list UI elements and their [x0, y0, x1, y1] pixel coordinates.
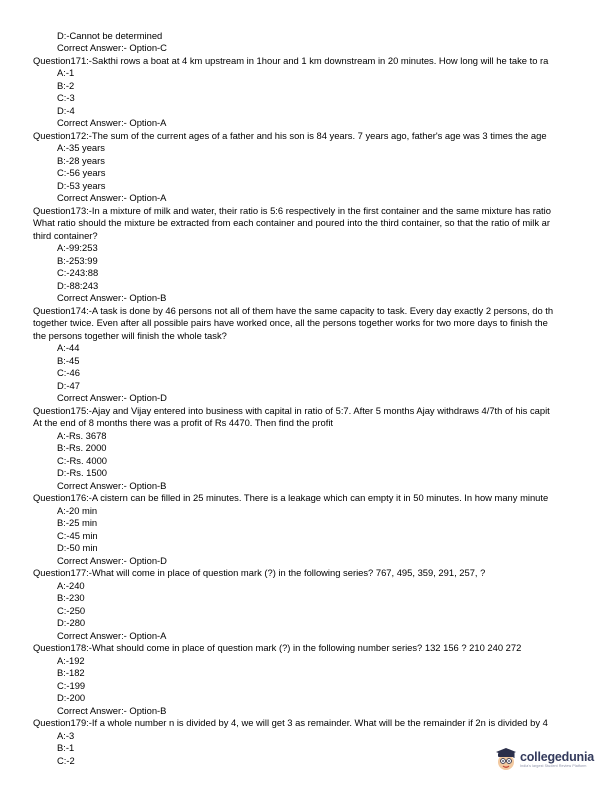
option-line: B:-28 years: [57, 154, 105, 166]
option-line: B:-25 min: [57, 517, 98, 528]
option-line: C:-243:88: [57, 267, 99, 278]
option-line: B:-45: [57, 354, 80, 366]
option-line: B:-Rs. 2000: [57, 442, 107, 453]
question-text-line: Question175:-Ajay and Vijay entered into business with capital in ratio of 5:7. After 5 months Ajay withdraws 4/7th of his capit: [33, 404, 550, 416]
correct-answer-line: Correct Answer:- Option-B: [57, 292, 167, 303]
option-line: A:-35 years: [57, 142, 105, 153]
question-text-line: Question177:-What will come in place of question mark (?) in the following series? 767, 495, 359, 291, 257, ?: [33, 567, 486, 578]
correct-answer-line: Correct Answer:- Option-A: [57, 629, 167, 641]
option-line: D:-Rs. 1500: [57, 467, 108, 478]
option-line: B:-230: [57, 592, 85, 603]
option-line: D:-53 years: [57, 179, 106, 191]
option-line: B:-253:99: [57, 254, 98, 266]
question-text-line: third container?: [33, 229, 98, 241]
question-text-line: Question174:-A task is done by 46 persons not all of them have the same capacity to task. Every day exactly 2 persons, do th: [33, 304, 554, 316]
option-line: D:-88:243: [57, 279, 99, 291]
graduate-mascot-icon: [495, 747, 517, 773]
question-text-line: Question171:-Sakthi rows a boat at 4 km upstream in 1hour and 1 km downstream in 20 minutes. How long will he take to ra: [33, 54, 549, 66]
correct-answer-line: Correct Answer:- Option-D: [57, 554, 167, 566]
option-line: C:-199: [57, 679, 86, 691]
option-line: C:-56 years: [57, 167, 106, 178]
option-line: D:-47: [57, 379, 80, 391]
question-text-line: Question179:-If a whole number n is divided by 4, we will get 3 as remainder. What will be the remainder if 2n is divided by 4: [33, 717, 548, 728]
option-line: A:-44: [57, 342, 80, 353]
option-line: D:-Cannot be determined: [57, 29, 163, 41]
correct-answer-line: Correct Answer:- Option-B: [57, 704, 167, 716]
correct-answer-line: Correct Answer:- Option-A: [57, 192, 167, 203]
question-text-line: At the end of 8 months there was a profit of Rs 4470. Then find the profit: [33, 417, 334, 428]
option-line: A:-Rs. 3678: [57, 429, 107, 441]
option-line: B:-182: [57, 667, 85, 678]
option-line: C:-Rs. 4000: [57, 454, 108, 466]
question-text-line: the persons together will finish the whole task?: [33, 329, 227, 341]
logo-brand-text: collegedunia: [520, 750, 595, 764]
option-line: D:-4: [57, 104, 75, 116]
option-line: C:-3: [57, 92, 75, 103]
correct-answer-line: Correct Answer:- Option-A: [57, 117, 167, 128]
option-line: C:-45 min: [57, 529, 98, 541]
correct-answer-line: Correct Answer:- Option-D: [57, 392, 167, 403]
option-line: A:-99:253: [57, 242, 98, 253]
option-line: C:-2: [57, 754, 75, 766]
question-text-line: Question172:-The sum of the current ages of a father and his son is 84 years. 7 years ago, father's age was 3 times the age: [33, 129, 547, 141]
option-line: D:-280: [57, 617, 86, 628]
logo-tagline: India's largest Student Review Platform: [520, 764, 587, 768]
option-line: D:-200: [57, 692, 86, 703]
option-line: A:-192: [57, 654, 85, 666]
option-line: A:-1: [57, 67, 75, 78]
option-line: A:-240: [57, 579, 85, 591]
option-line: C:-46: [57, 367, 80, 378]
option-line: B:-2: [57, 79, 75, 91]
option-line: A:-20 min: [57, 504, 98, 516]
correct-answer-line: Correct Answer:- Option-B: [57, 479, 167, 491]
question-text-line: Question173:-In a mixture of milk and water, their ratio is 5:6 respectively in the first container and the same mixture has ratio: [33, 204, 551, 216]
correct-answer-line: Correct Answer:- Option-C: [57, 42, 167, 53]
question-text-line: What ratio should the mixture be extracted from each container and poured into the third container, so that the ratio of milk ar: [33, 217, 550, 228]
collegedunia-logo: [495, 744, 605, 776]
option-line: B:-1: [57, 742, 75, 753]
question-text-line: together twice. Even after all possible pairs have worked once, all the persons together works for two more days to finish the: [33, 317, 548, 328]
option-line: D:-50 min: [57, 542, 98, 553]
question-text-line: Question178:-What should come in place of question mark (?) in the following number series? 132 156 ? 210 240 272: [33, 642, 522, 653]
option-line: C:-250: [57, 604, 86, 616]
option-line: A:-3: [57, 729, 75, 741]
question-text-line: Question176:-A cistern can be filled in 25 minutes. There is a leakage which can empty it in 50 minutes. In how many minute: [33, 492, 549, 503]
